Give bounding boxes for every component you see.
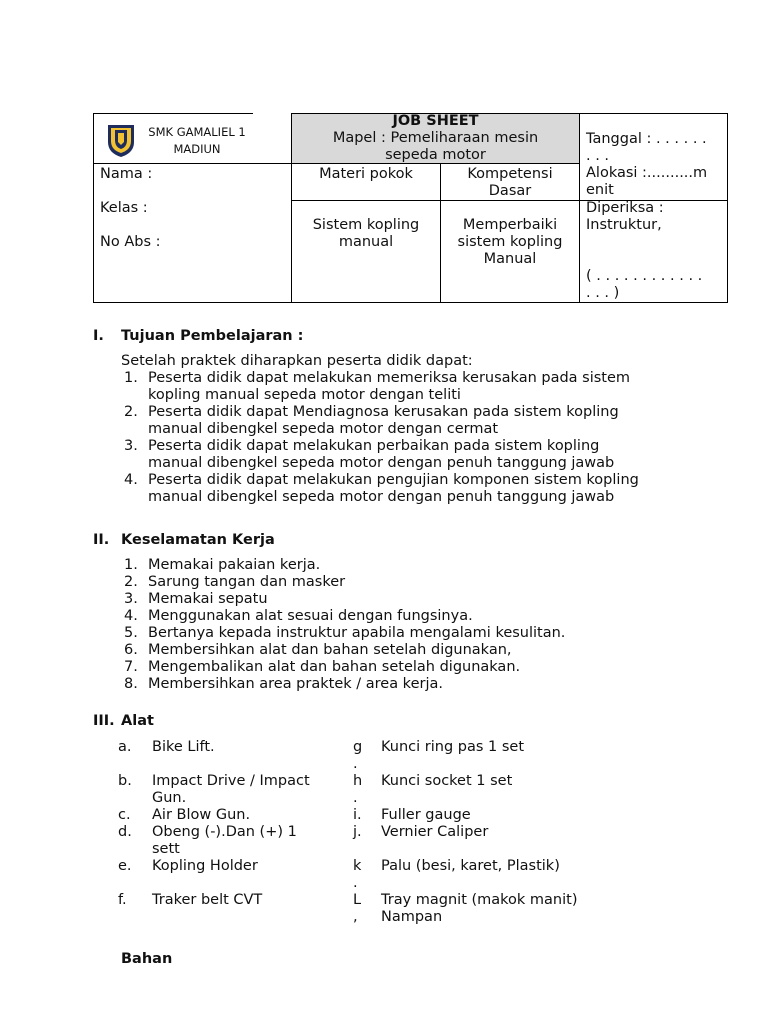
keselamatan-item: Membersihkan alat dan bahan setelah digunakan, (148, 642, 512, 658)
alat-left-marker: c. (118, 807, 131, 823)
job-sheet-title: JOB SHEET (392, 113, 479, 129)
tujuan-item-number: 1. (124, 370, 138, 386)
section-3-title: Alat (121, 713, 154, 729)
mapel-line-2: sepeda motor (385, 147, 486, 163)
keselamatan-item: Membersihkan area praktek / area kerja. (148, 676, 443, 692)
job-sheet-header-table (93, 113, 728, 303)
alat-right-item: Palu (besi, karet, Plastik) (381, 858, 560, 874)
tujuan-item: Peserta didik dapat melakukan memeriksa kerusakan pada sistem kopling manual sepeda motor dengan teliti (148, 370, 631, 403)
instruktur-signature-line: ( . . . . . . . . . . . . . . . ) (586, 268, 703, 301)
keselamatan-item-number: 4. (124, 608, 138, 624)
keselamatan-item-number: 6. (124, 642, 138, 658)
bahan-title: Bahan (121, 951, 173, 967)
section-3-number: III. (93, 713, 115, 729)
keselamatan-item: Menggunakan alat sesuai dengan fungsinya. (148, 608, 473, 624)
title-cell (292, 113, 579, 164)
keselamatan-item: Sarung tangan dan masker (148, 574, 346, 590)
alat-right-item: Tray magnit (makok manit) Nampan (381, 892, 578, 925)
keselamatan-item-number: 5. (124, 625, 138, 641)
alat-left-item: Obeng (-).Dan (+) 1 sett (152, 824, 297, 857)
keselamatan-item: Memakai pakaian kerja. (148, 557, 321, 573)
kompetensi-dasar-label: Kompetensi Dasar (467, 166, 553, 199)
alat-left-marker: f. (118, 892, 127, 908)
tujuan-item: Peserta didik dapat Mendiagnosa kerusakan pada sistem kopling manual dibengkel sepeda motor dengan cermat (148, 404, 619, 437)
alat-left-item: Air Blow Gun. (152, 807, 251, 823)
materi-pokok-value: Sistem kopling manual (312, 217, 420, 250)
section-1-number: I. (93, 328, 104, 344)
alat-right-marker: j. (353, 824, 362, 840)
keselamatan-item: Memakai sepatu (148, 591, 268, 607)
keselamatan-item-number: 8. (124, 676, 138, 692)
nama-field-label: Nama : (100, 166, 153, 182)
keselamatan-item-number: 2. (124, 574, 138, 590)
tujuan-item: Peserta didik dapat melakukan pengujian komponen sistem kopling manual dibengkel sepeda motor dengan penuh tanggung jawab (148, 472, 639, 505)
tujuan-item-number: 4. (124, 472, 138, 488)
alat-left-marker: a. (118, 739, 132, 755)
tujuan-item-number: 2. (124, 404, 138, 420)
alat-left-marker: b. (118, 773, 132, 789)
alat-right-marker: i. (353, 807, 362, 823)
alat-right-item: Kunci ring pas 1 set (381, 739, 525, 755)
section-2-number: II. (93, 532, 110, 548)
materi-pokok-label: Materi pokok (319, 166, 413, 182)
school-name: SMK GAMALIEL 1 MADIUN (148, 125, 246, 156)
alat-right-item: Kunci socket 1 set (381, 773, 513, 789)
alat-left-item: Kopling Holder (152, 858, 258, 874)
alat-left-item: Traker belt CVT (152, 892, 263, 908)
section-1-title: Tujuan Pembelajaran : (121, 328, 304, 344)
tujuan-item-number: 3. (124, 438, 138, 454)
alat-left-item: Impact Drive / Impact Gun. (152, 773, 310, 806)
keselamatan-item-number: 1. (124, 557, 138, 573)
kompetensi-dasar-value: Memperbaiki sistem kopling Manual (457, 217, 563, 267)
alat-right-item: Fuller gauge (381, 807, 471, 823)
keselamatan-item: Mengembalikan alat dan bahan setelah digunakan. (148, 659, 521, 675)
alat-right-marker: L , (353, 892, 362, 925)
school-shield-logo-icon (106, 122, 136, 158)
keselamatan-item-number: 3. (124, 591, 138, 607)
noabs-field-label: No Abs : (100, 234, 161, 250)
tanggal-alokasi-cell: Tanggal : . . . . . . . . . Alokasi :..........m enit (586, 131, 708, 198)
keselamatan-item: Bertanya kepada instruktur apabila mengalami kesulitan. (148, 625, 566, 641)
tujuan-item: Peserta didik dapat melakukan perbaikan pada sistem kopling manual dibengkel sepeda motor dengan penuh tanggung jawab (148, 438, 615, 471)
section-2-title: Keselamatan Kerja (121, 532, 275, 548)
keselamatan-item-number: 7. (124, 659, 138, 675)
alat-left-item: Bike Lift. (152, 739, 215, 755)
alat-right-marker: g . (353, 739, 363, 772)
alat-right-item: Vernier Caliper (381, 824, 489, 840)
mapel-line-1: Mapel : Pemeliharaan mesin (332, 130, 539, 146)
kelas-field-label: Kelas : (100, 200, 148, 216)
alat-right-marker: h . (353, 773, 363, 806)
diperiksa-cell: Diperiksa : Instruktur, (586, 200, 664, 233)
alat-right-marker: k . (353, 858, 362, 891)
alat-left-marker: e. (118, 858, 132, 874)
section-1-intro: Setelah praktek diharapkan peserta didik dapat: (121, 353, 473, 369)
alat-left-marker: d. (118, 824, 132, 840)
